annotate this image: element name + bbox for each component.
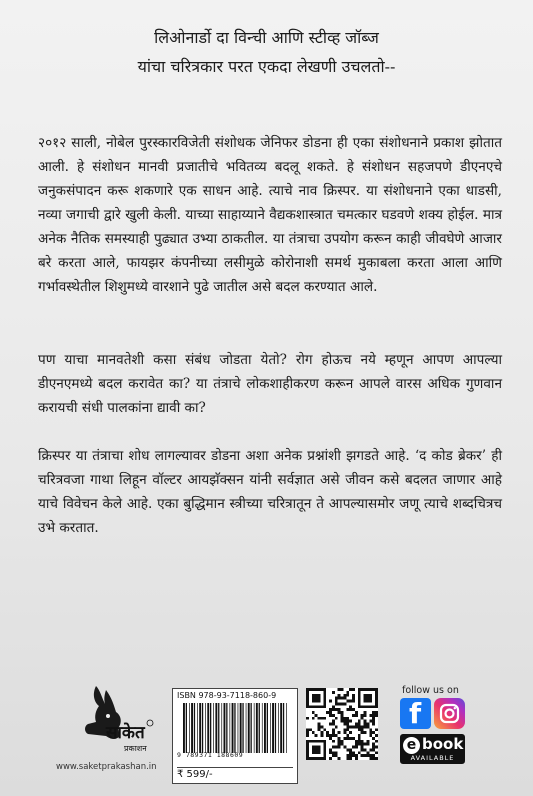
qr-module <box>341 688 344 691</box>
qr-module <box>358 743 361 746</box>
qr-module <box>372 737 375 740</box>
qr-module <box>341 697 344 700</box>
qr-module <box>358 720 361 723</box>
qr-module <box>335 700 338 703</box>
qr-module <box>372 731 375 734</box>
qr-module <box>372 717 375 720</box>
qr-module <box>318 717 321 720</box>
qr-module <box>346 708 349 711</box>
price: ₹ 599/- <box>177 767 293 780</box>
ebook-e-icon: e <box>403 737 420 754</box>
qr-module <box>358 751 361 754</box>
qr-module <box>369 714 372 717</box>
qr-module <box>335 754 338 757</box>
qr-module <box>343 723 346 726</box>
barcode-bar <box>240 703 242 753</box>
barcode-bar <box>194 703 195 753</box>
qr-module <box>352 737 355 740</box>
qr-module <box>366 751 369 754</box>
qr-module <box>335 708 338 711</box>
barcode-bar <box>221 703 222 753</box>
ebook-available: AVAILABLE <box>410 754 455 762</box>
qr-module <box>349 688 352 691</box>
barcode-bar <box>238 703 239 753</box>
qr-module <box>318 723 321 726</box>
qr-module <box>366 725 369 728</box>
qr-module <box>335 746 338 749</box>
qr-module <box>366 743 369 746</box>
qr-module <box>355 725 358 728</box>
qr-module <box>372 720 375 723</box>
qr-finder <box>312 694 321 703</box>
qr-module <box>332 720 335 723</box>
qr-module <box>338 757 341 760</box>
qr-module <box>366 723 369 726</box>
qr-module <box>352 754 355 757</box>
qr-module <box>332 746 335 749</box>
body-paragraph-3: क्रिस्पर या तंत्राचा शोध लागल्यावर डोडना अशा अनेक प्रश्नांशी झगडते आहे. ‘द कोड ब्रेकर’ ही चरित्रवजा गाथा लिहून वॉल्टर आयझॅक्सन यांनी सर्वज्ञात असे जीवन कसे बदलत जाणार आहे याचे विवेचन केले आहे. एका बुद्धिमान स्त्रीच्या चरित्रातून ते आपल्यासमोर जणू त्याचे शब्दचित्रच उभे करतात. <box>38 448 502 536</box>
qr-module <box>329 711 332 714</box>
qr-module <box>358 734 361 737</box>
barcode-bar <box>232 703 234 753</box>
barcode-bar <box>202 703 203 753</box>
qr-module <box>343 746 346 749</box>
qr-module <box>346 754 349 757</box>
qr-module <box>329 757 332 760</box>
qr-module <box>355 754 358 757</box>
barcode-bar <box>189 703 190 753</box>
qr-module <box>372 757 375 760</box>
publisher-logo-subtext: प्रकाशन <box>124 744 147 753</box>
qr-module <box>369 731 372 734</box>
ebook-badge[interactable] <box>400 734 465 764</box>
barcode-bar <box>242 703 243 753</box>
barcode-bar <box>213 703 214 753</box>
qr-module <box>306 717 309 720</box>
qr-module <box>326 734 329 737</box>
qr-module <box>361 731 364 734</box>
qr-module <box>361 746 364 749</box>
qr-module <box>358 728 361 731</box>
qr-module <box>343 697 346 700</box>
publisher-logo <box>66 680 158 760</box>
qr-module <box>338 746 341 749</box>
qr-module <box>372 714 375 717</box>
ebook-label: book <box>422 735 464 753</box>
barcode-bar <box>267 703 268 753</box>
isbn-text: ISBN 978-93-7118-860-9 <box>177 691 277 700</box>
qr-module <box>338 688 341 691</box>
qr-module <box>332 740 335 743</box>
qr-module <box>352 700 355 703</box>
qr-module <box>315 714 318 717</box>
qr-module <box>343 720 346 723</box>
qr-module <box>329 748 332 751</box>
qr-module <box>352 697 355 700</box>
barcode-bar <box>230 703 231 753</box>
qr-module <box>346 694 349 697</box>
publisher-website[interactable]: www.saketprakashan.in <box>56 762 157 772</box>
qr-module <box>318 728 321 731</box>
barcode-bars <box>181 703 289 753</box>
qr-module <box>375 714 378 717</box>
qr-module <box>332 714 335 717</box>
qr-module <box>372 748 375 751</box>
qr-module <box>332 754 335 757</box>
barcode-bar <box>272 703 274 753</box>
qr-module <box>320 725 323 728</box>
qr-module <box>361 748 364 751</box>
qr-module <box>332 728 335 731</box>
qr-module <box>338 702 341 705</box>
qr-module <box>346 734 349 737</box>
qr-module <box>329 700 332 703</box>
qr-module <box>341 714 344 717</box>
barcode-bar <box>278 703 279 753</box>
qr-module <box>323 728 326 731</box>
qr-module <box>355 757 358 760</box>
follow-us-text: follow us on <box>402 685 459 696</box>
qr-module <box>375 746 378 749</box>
qr-module <box>361 717 364 720</box>
barcode-bar <box>275 703 276 753</box>
qr-module <box>355 714 358 717</box>
qr-code[interactable] <box>306 688 378 760</box>
qr-module <box>349 720 352 723</box>
qr-module <box>346 748 349 751</box>
qr-module <box>315 734 318 737</box>
qr-module <box>349 700 352 703</box>
body-paragraph-2: पण याचा मानवतेशी कसा संबंध जोडता येतो? रोग होऊच नये म्हणून आपण आपल्या डीएनएमध्ये बदल करावेत का? या तंत्राचे लोकशाहीकरण करून आपले वारस अधिक गुणवान करायची संधी पालकांना द्यावी का? <box>38 352 502 416</box>
qr-module <box>375 740 378 743</box>
barcode-bar <box>248 703 250 753</box>
qr-module <box>329 723 332 726</box>
qr-module <box>346 717 349 720</box>
qr-module <box>329 737 332 740</box>
qr-module <box>341 740 344 743</box>
qr-module <box>352 714 355 717</box>
qr-module <box>352 688 355 691</box>
qr-module <box>335 717 338 720</box>
qr-module <box>338 743 341 746</box>
qr-module <box>335 697 338 700</box>
qr-module <box>349 737 352 740</box>
qr-module <box>312 711 315 714</box>
barcode-bar <box>210 703 211 753</box>
qr-module <box>346 723 349 726</box>
qr-module <box>364 723 367 726</box>
qr-module <box>343 694 346 697</box>
qr-module <box>352 746 355 749</box>
qr-module <box>338 708 341 711</box>
qr-module <box>318 725 321 728</box>
barcode-bar <box>259 703 260 753</box>
barcode-bar <box>226 703 227 753</box>
facebook-icon[interactable] <box>400 698 431 729</box>
barcode-bar <box>283 703 284 753</box>
qr-module <box>312 731 315 734</box>
qr-module <box>306 728 309 731</box>
qr-module <box>329 708 332 711</box>
qr-module <box>329 714 332 717</box>
qr-module <box>364 754 367 757</box>
qr-module <box>369 728 372 731</box>
qr-module <box>355 723 358 726</box>
qr-module <box>329 734 332 737</box>
qr-module <box>338 711 341 714</box>
qr-module <box>343 731 346 734</box>
qr-module <box>326 711 329 714</box>
barcode-bar <box>246 703 247 753</box>
barcode-bar <box>205 703 206 753</box>
qr-module <box>338 694 341 697</box>
qr-module <box>372 723 375 726</box>
qr-module <box>332 751 335 754</box>
qr-module <box>361 740 364 743</box>
barcode-bar <box>251 703 252 753</box>
qr-module <box>346 720 349 723</box>
qr-module <box>361 714 364 717</box>
qr-module <box>366 740 369 743</box>
qr-module <box>352 708 355 711</box>
qr-module <box>341 717 344 720</box>
qr-module <box>364 743 367 746</box>
qr-module <box>372 711 375 714</box>
qr-module <box>355 746 358 749</box>
qr-finder <box>312 746 321 755</box>
qr-module <box>341 720 344 723</box>
qr-module <box>326 731 329 734</box>
barcode-digits: 9 789371 188609 <box>177 751 244 759</box>
qr-module <box>338 740 341 743</box>
qr-module <box>335 734 338 737</box>
qr-module <box>375 734 378 737</box>
qr-module <box>375 751 378 754</box>
qr-module <box>364 725 367 728</box>
qr-module <box>346 691 349 694</box>
qr-module <box>355 740 358 743</box>
qr-module <box>372 743 375 746</box>
barcode-bar <box>262 703 263 753</box>
qr-module <box>352 694 355 697</box>
qr-module <box>335 751 338 754</box>
qr-module <box>369 720 372 723</box>
barcode-box <box>172 688 298 784</box>
body-paragraph-1: २०१२ साली, नोबेल पुरस्कारविजेती संशोधक जेनिफर डोडना ही एका संशोधनाने प्रकाश झोतात आली. हे संशोधन मानवी प्रजातीचे भवितव्य बदलू शकते. हे संशोधन सहजपणे डीएनएचे जनुकसंपादन करू शकणारे एक साधन आहे. त्याचे नाव क्रिस्पर. या संशोधनाने एका धाडसी, नव्या जगाची द्वारे खुली केली. याच्या साहाय्याने वैद्यकशास्त्रात चमत्कार घडवणे शक्य होईल. मात्र अनेक नैतिक समस्याही पुढ्यात उभ्या ठाकतील. या तंत्राचा उपयोग करून काही जीवघेणे आजार बरे करता आले, फायझर कंपनीच्या लसीमुळे कोरोनाशी समर्थ मुकाबला करता आला आणि गर्भावस्थेतील शिशुमध्ये वारशाने पुढे जातील असे बदल करण्यात आले. <box>38 135 502 295</box>
barcode-bar <box>215 703 217 753</box>
qr-module <box>306 731 309 734</box>
qr-module <box>372 754 375 757</box>
qr-module <box>364 720 367 723</box>
qr-module <box>320 731 323 734</box>
qr-module <box>329 751 332 754</box>
instagram-icon[interactable] <box>434 698 465 729</box>
barcode-bar <box>254 703 255 753</box>
barcode-bar <box>224 703 226 753</box>
qr-module <box>312 717 315 720</box>
barcode-bar <box>207 703 209 753</box>
qr-module <box>364 714 367 717</box>
qr-module <box>352 725 355 728</box>
qr-module <box>320 734 323 737</box>
qr-module <box>338 697 341 700</box>
qr-module <box>358 740 361 743</box>
qr-finder <box>364 694 373 703</box>
qr-module <box>346 737 349 740</box>
barcode-bar <box>280 703 282 753</box>
header-line-2: यांचा चरित्रकार परत एकदा लेखणी उचलतो-- <box>137 57 396 76</box>
qr-module <box>364 731 367 734</box>
barcode-bar <box>270 703 271 753</box>
barcode-bar <box>197 703 198 753</box>
qr-module <box>320 717 323 720</box>
qr-module <box>369 748 372 751</box>
barcode-bar <box>218 703 219 753</box>
qr-module <box>346 728 349 731</box>
qr-module <box>358 723 361 726</box>
qr-module <box>358 737 361 740</box>
qr-module <box>372 746 375 749</box>
barcode-bar <box>286 703 287 753</box>
header-line-1: लिओनार्डो दा विन्ची आणि स्टीव्ह जॉब्ज <box>154 28 379 47</box>
qr-module <box>349 748 352 751</box>
qr-module <box>349 754 352 757</box>
qr-module <box>338 731 341 734</box>
qr-module <box>332 734 335 737</box>
qr-module <box>323 717 326 720</box>
barcode-bar <box>183 703 185 753</box>
qr-module <box>361 754 364 757</box>
qr-module <box>332 731 335 734</box>
qr-module <box>375 757 378 760</box>
qr-module <box>332 705 335 708</box>
qr-module <box>355 711 358 714</box>
qr-module <box>343 702 346 705</box>
qr-module <box>349 731 352 734</box>
qr-module <box>341 702 344 705</box>
barcode-bar <box>191 703 193 753</box>
qr-module <box>349 725 352 728</box>
barcode-bar <box>199 703 201 753</box>
qr-module <box>343 737 346 740</box>
qr-module <box>364 748 367 751</box>
qr-module <box>361 743 364 746</box>
qr-module <box>375 711 378 714</box>
qr-module <box>335 702 338 705</box>
qr-module <box>346 700 349 703</box>
footer <box>0 680 533 796</box>
qr-module <box>332 723 335 726</box>
qr-module <box>346 725 349 728</box>
qr-module <box>361 728 364 731</box>
qr-module <box>341 711 344 714</box>
qr-module <box>355 743 358 746</box>
qr-module <box>343 717 346 720</box>
qr-module <box>358 725 361 728</box>
qr-module <box>343 728 346 731</box>
qr-module <box>309 728 312 731</box>
qr-module <box>369 734 372 737</box>
qr-module <box>366 754 369 757</box>
qr-module <box>369 754 372 757</box>
qr-module <box>369 757 372 760</box>
qr-module <box>349 757 352 760</box>
qr-module <box>352 751 355 754</box>
qr-module <box>335 725 338 728</box>
qr-module <box>341 743 344 746</box>
publisher-logo-text: साकेत <box>106 723 145 743</box>
qr-module <box>361 725 364 728</box>
barcode-bar <box>264 703 266 753</box>
qr-module <box>338 737 341 740</box>
qr-module <box>306 734 309 737</box>
qr-module <box>349 705 352 708</box>
qr-module <box>364 711 367 714</box>
qr-module <box>346 757 349 760</box>
qr-module <box>375 728 378 731</box>
facebook-glyph: f <box>409 697 422 730</box>
barcode-bar <box>186 703 187 753</box>
qr-module <box>349 708 352 711</box>
qr-module <box>332 691 335 694</box>
qr-module <box>332 708 335 711</box>
qr-module <box>349 751 352 754</box>
barcode-bar <box>234 703 235 753</box>
barcode-bar <box>256 703 258 753</box>
